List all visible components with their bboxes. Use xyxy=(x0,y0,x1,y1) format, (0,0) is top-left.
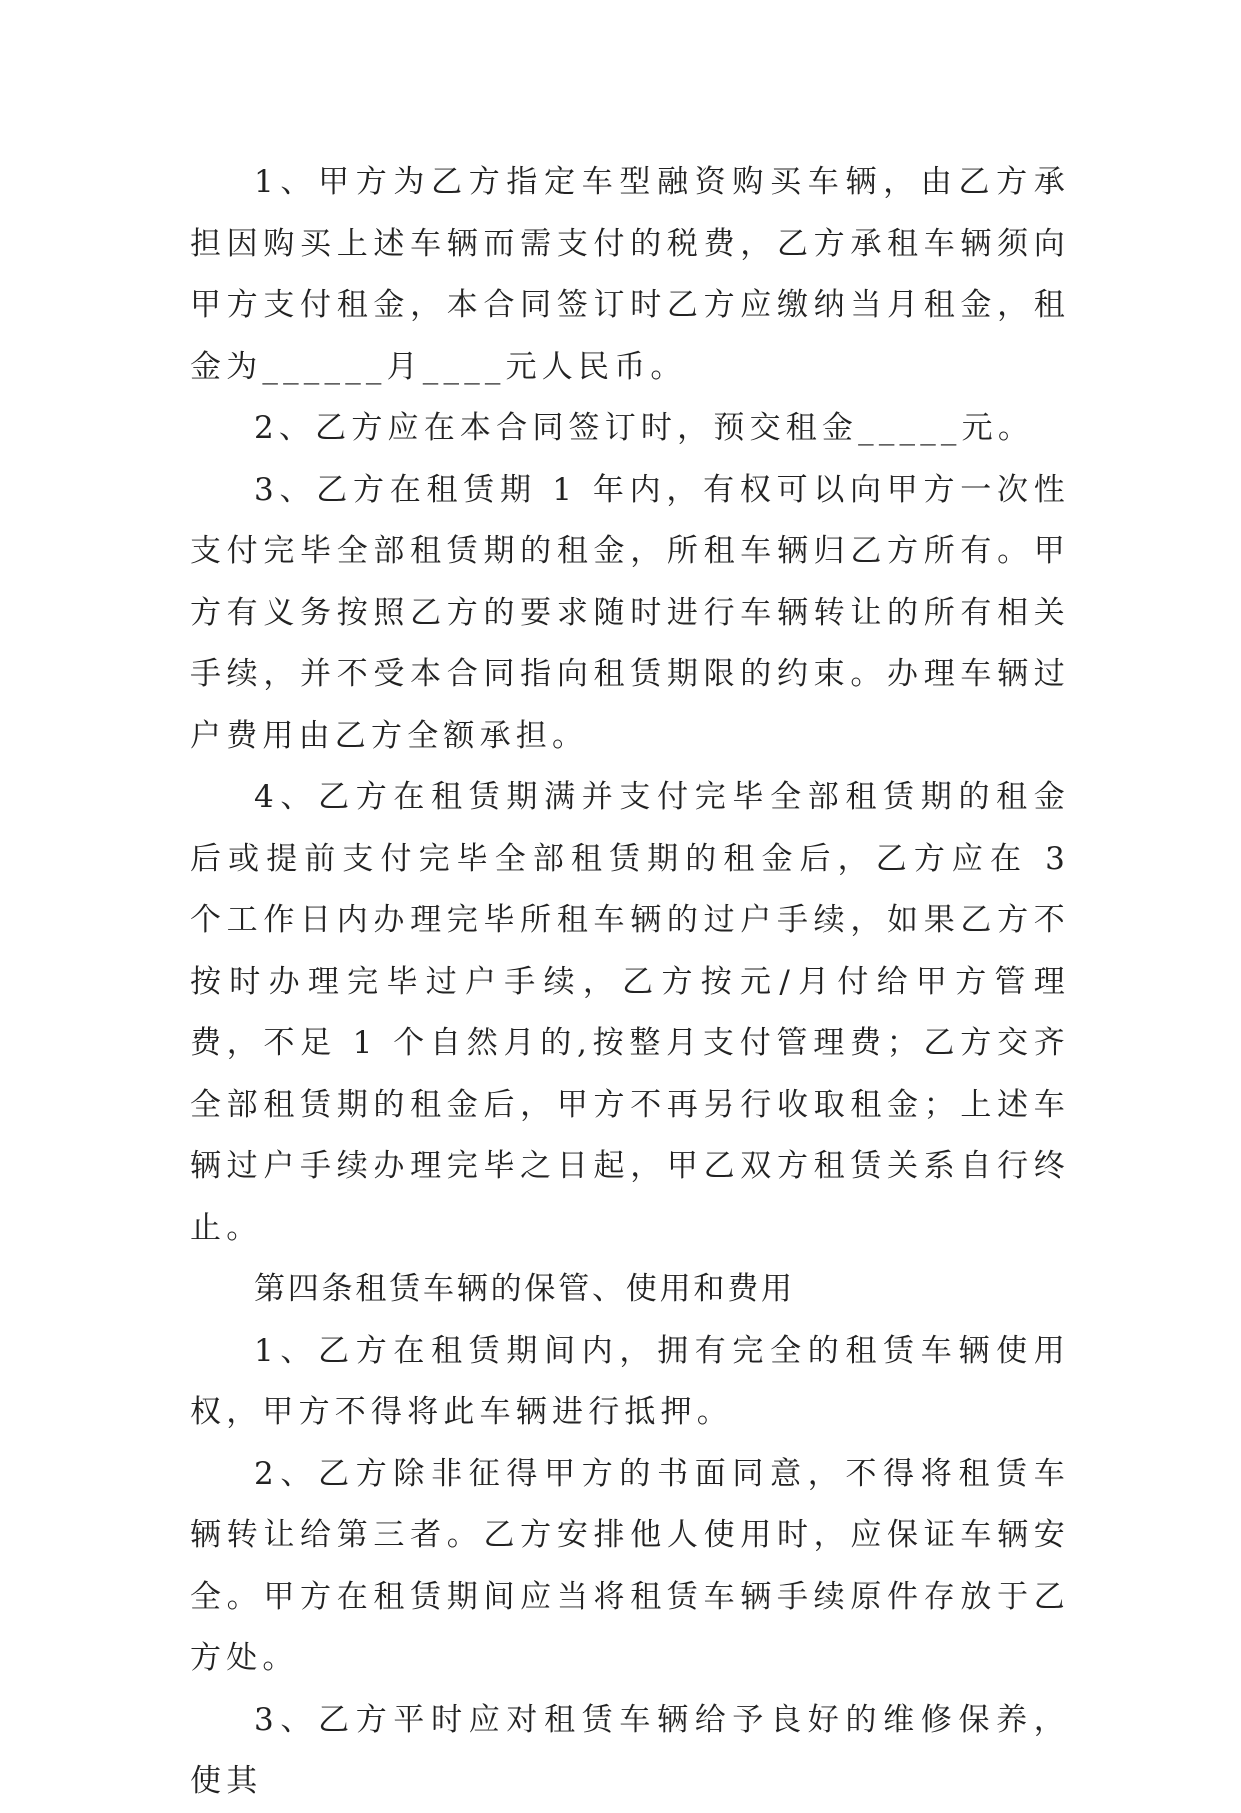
clause-maintenance: 3、乙方平时应对租赁车辆给予良好的维修保养，使其 xyxy=(190,1701,1070,1799)
clause-rent-payment: 1、甲方为乙方指定车型融资购买车辆，由乙方承担因购买上述车辆而需支付的税费，乙方承租车辆须向甲方支付租金，本合同签订时乙方应缴纳当月租金，租金为______月____元人民币。 xyxy=(190,164,1070,385)
section-heading-article-4: 第四条租赁车辆的保管、使用和费用 xyxy=(254,1271,795,1307)
clause-early-payoff: 3、乙方在租赁期 1 年内，有权可以向甲方一次性支付完毕全部租赁期的租金，所租车辆归乙方所有。甲方有义务按照乙方的要求随时进行车辆转让的所有相关手续，并不受本合同指向租赁期限的约束。办理车辆过户费用由乙方全额承担。 xyxy=(190,471,1070,754)
document-body xyxy=(190,152,1070,1813)
clause-transfer-procedures: 4、乙方在租赁期满并支付完毕全部租赁期的租金后或提前支付完毕全部租赁期的租金后，乙方应在 3 个工作日内办理完毕所租车辆的过户手续，如果乙方不按时办理完毕过户手续，乙方按元/月付给甲方管理费，不足 1 个自然月的,按整月支付管理费；乙方交齐全部租赁期的租金后，甲方不再另行收取租金；上述车辆过户手续办理完毕之日起，甲乙双方租赁关系自行终止。 xyxy=(190,779,1070,1246)
clause-usage-rights: 1、乙方在租赁期间内，拥有完全的租赁车辆使用权，甲方不得将此车辆进行抵押。 xyxy=(190,1332,1070,1430)
clause-no-transfer: 2、乙方除非征得甲方的书面同意，不得将租赁车辆转让给第三者。乙方安排他人使用时，应保证车辆安全。甲方在租赁期间应当将租赁车辆手续原件存放于乙方处。 xyxy=(190,1455,1070,1676)
clause-prepaid-rent: 2、乙方应在本合同签订时，预交租金_____元。 xyxy=(254,410,1035,446)
